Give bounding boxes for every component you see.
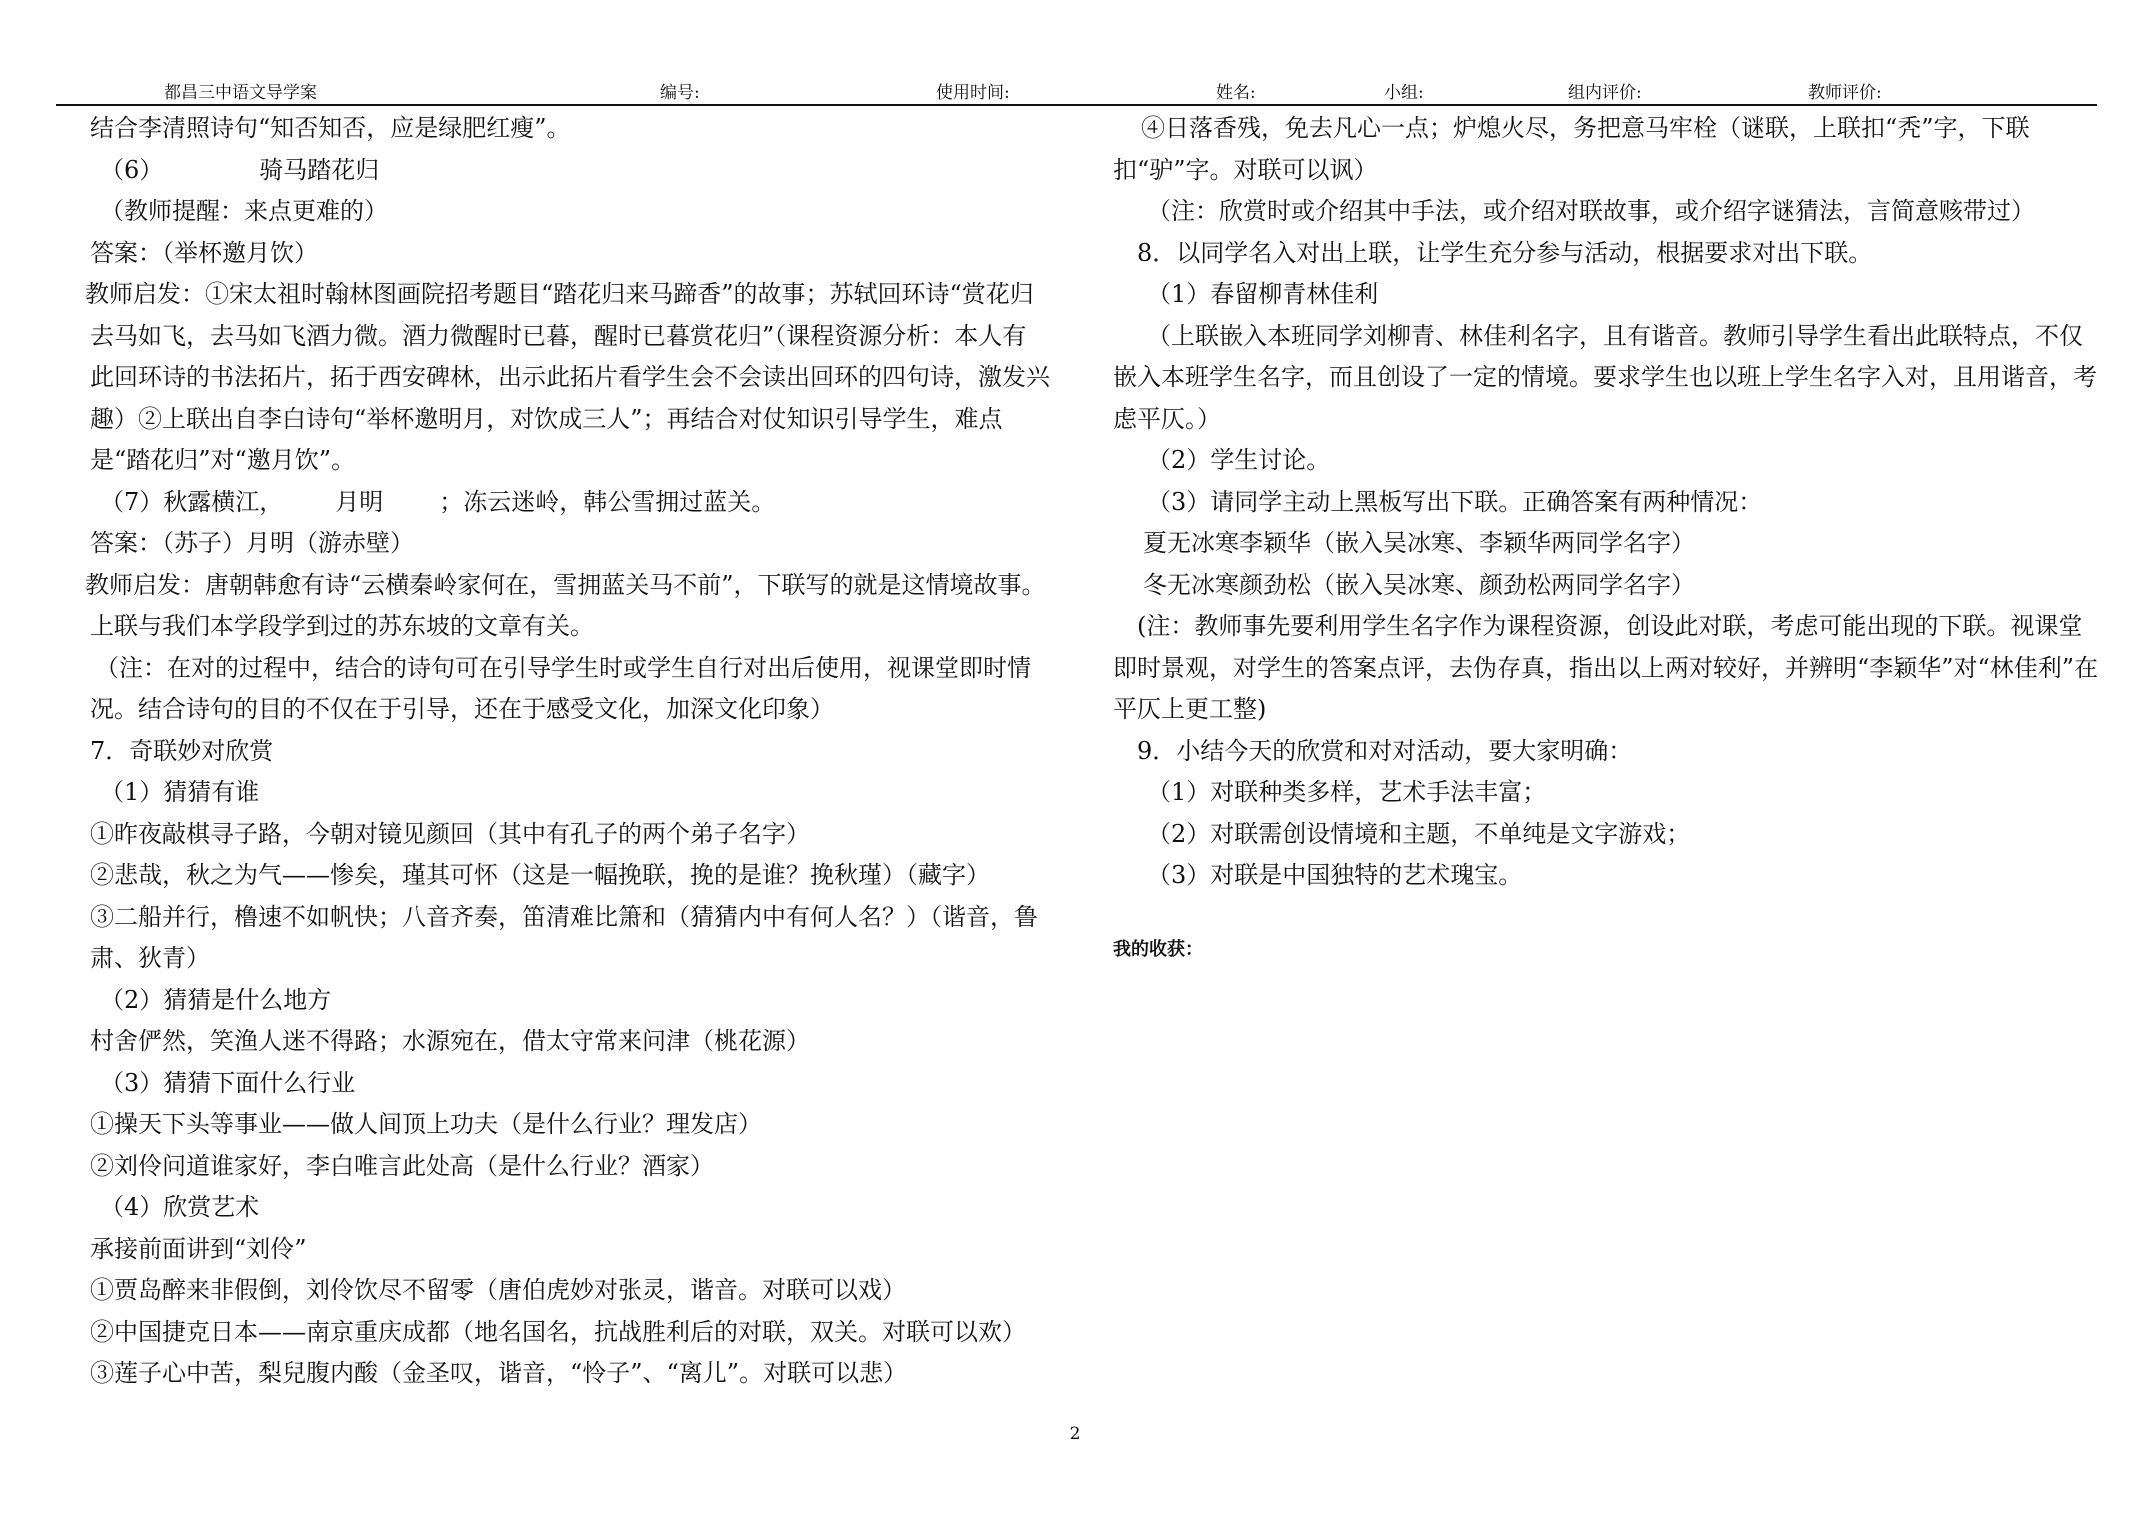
summary-item: （3）对联是中国独特的艺术瑰宝。	[1147, 861, 1523, 889]
paragraph: (注：教师事先要利用学生名字作为课程资源，创设此对联，考虑可能出现的下联。视课堂即时景观，对学生的答案点评，去伪存真，指出以上两对较好，并辨明“李颖华”对“林佳利”在平仄上更工整)	[1113, 612, 2099, 723]
subsection-title: （2）猜猜是什么地方	[100, 985, 332, 1014]
item-7-line	[90, 482, 1050, 524]
list-item: ②中国捷克日本——南京重庆成都（地名国名，抗战胜利后的对联，双关。对联可以欢）	[90, 1317, 1026, 1346]
teacher-eval-label: 教师评价:	[1808, 83, 1882, 103]
paragraph: 结合李清照诗句“知否知否，应是绿肥红瘦”。	[90, 114, 571, 142]
paragraph: （上联嵌入本班同学刘柳青、林佳利名字，且有谐音。教师引导学生看出此联特点，不仅嵌入本班学生名字，而且创设了一定的情境。要求学生也以班上学生名字入对，且用谐音，考虑平仄。）	[1113, 321, 2097, 433]
list-item: ②悲哉，秋之为气——惨矣，瑾其可怀（这是一幅挽联，挽的是谁？挽秋瑾）（藏字）	[90, 861, 990, 889]
paragraph: 教师启发：唐朝韩愈有诗“云横秦岭家何在，雪拥蓝关马不前”，下联写的就是这情境故事。上联与我们本学段学到过的苏东坡的文章有关。	[85, 570, 1046, 640]
answer-line: 夏无冰寒李颖华（嵌入吴冰寒、李颖华两同学名字）	[1143, 529, 1695, 557]
subsection-title: （1）猜猜有谁	[100, 778, 260, 806]
harvest-heading: 我的收获：	[1113, 938, 1203, 960]
list-item: ①操天下头等事业——做人间顶上功夫（是什么行业？理发店）	[90, 1110, 762, 1138]
item-6-line	[90, 150, 1050, 192]
subsection-title: （4）欣赏艺术	[100, 1193, 260, 1221]
summary-item: （2）对联需创设情境和主题，不单纯是文字游戏；	[1147, 819, 1691, 848]
list-item: ④日落香残，免去凡心一点；炉熄火尽，务把意马牢栓（谜联，上联扣“秃”字，下联扣“驴”字。对联可以讽）	[1113, 114, 2030, 184]
left-column	[85, 108, 1050, 1395]
paragraph: （注：在对的过程中，结合的诗句可在引导学生时或学生自行对出后使用，视课堂即时情况。结合诗句的目的不仅在于引导，还在于感受文化，加深文化印象）	[90, 653, 1031, 723]
group-label: 小组:	[1384, 83, 1424, 103]
group-eval-label: 组内评价:	[1568, 83, 1642, 103]
paragraph: （注：欣赏时或介绍其中手法，或介绍对联故事，或介绍字谜猜法，言简意赅带过）	[1147, 197, 2035, 225]
list-item: ①贾岛醉来非假倒，刘伶饮尽不留零（唐伯虎妙对张灵，谐音。对联可以戏）	[90, 1276, 906, 1304]
couplet-first-line: 骑马踏花归	[259, 155, 380, 184]
list-item: ②刘伶问道谁家好，李白唯言此处高（是什么行业？酒家）	[90, 1151, 714, 1180]
number-label: 编号:	[660, 83, 700, 103]
school-label: 都昌三中语文导学案	[164, 83, 317, 103]
item-number: （6）	[100, 155, 164, 184]
section-title: 7．奇联妙对欣赏	[90, 736, 274, 765]
subsection-title: （1）春留柳青林佳利	[1147, 280, 1379, 308]
paragraph: （2）学生讨论。	[1147, 446, 1331, 474]
couplet-end: ；冻云迷岭，韩公雪拥过蓝关。	[439, 487, 776, 516]
paragraph: 教师启发：①宋太祖时翰林图画院招考题目“踏花归来马蹄香”的故事；苏轼回环诗“赏花归去马如飞，去马如飞酒力微。酒力微醒时已暮，醒时已暮赏花归”（课程资源分析：本人有此回环诗的书法拓片，拓于西安碑林，出示此拓片看学生会不会读出回环的四句诗，激发兴趣）②上联出自李白诗句“举杯邀明月，对饮成三人”；再结合对仗知识引导学生，难点是“踏花归”对“邀月饮”。	[85, 280, 1050, 474]
list-item: ③二船并行，橹速不如帆快；八音齐奏，笛清难比箫和（猜猜内中有何人名？）（谐音，鲁肃、狄青）	[90, 902, 1038, 972]
subsection-title: （3）猜猜下面什么行业	[100, 1068, 356, 1097]
section-title: 8．以同学名入对出上联，让学生充分参与活动，根据要求对出下联。	[1137, 238, 1873, 267]
paragraph: 答案：（苏子）月明（游赤壁）	[90, 529, 414, 557]
page-number: 2	[1069, 1424, 1081, 1444]
list-item: ③莲子心中苦，梨兒腹内酸（金圣叹，谐音，“怜子”、“离儿”。对联可以悲）	[90, 1359, 908, 1387]
name-label: 姓名:	[1216, 83, 1256, 103]
section-title: 9．小结今天的欣赏和对对活动，要大家明确：	[1137, 736, 1633, 765]
paragraph: （教师提醒：来点更难的）	[100, 197, 388, 225]
list-item: 承接前面讲到“刘伶”	[90, 1234, 307, 1263]
right-column	[1113, 108, 2105, 970]
couplet-middle: 月明	[335, 487, 384, 516]
couplet-start: （7）秋露横江，	[100, 487, 284, 516]
answer-line: 冬无冰寒颜劲松（嵌入吴冰寒、颜劲松两同学名字）	[1143, 570, 1695, 599]
summary-item: （1）对联种类多样，艺术手法丰富；	[1147, 778, 1547, 806]
time-label: 使用时间:	[936, 83, 1010, 103]
paragraph: 答案：（举杯邀月饮）	[90, 238, 318, 267]
paragraph: （3）请同学主动上黑板写出下联。正确答案有两种情况：	[1147, 487, 1763, 516]
list-item: 村舍俨然，笑渔人迷不得路；水源宛在，借太守常来问津（桃花源）	[90, 1027, 810, 1055]
list-item: ①昨夜敲棋寻子路，今朝对镜见颜回（其中有孔子的两个弟子名字）	[90, 819, 810, 848]
page-header	[56, 74, 2097, 106]
